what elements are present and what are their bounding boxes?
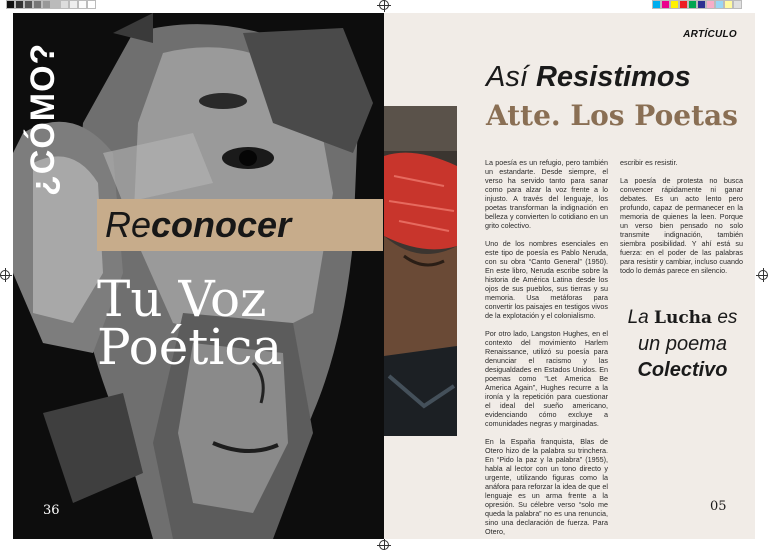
tag-word-prefix: Re bbox=[105, 204, 152, 245]
pull-quote bbox=[620, 305, 745, 383]
registration-mark-bottom bbox=[379, 540, 389, 550]
tag-word-suffix: conocer bbox=[151, 204, 292, 245]
quote-la: La bbox=[627, 307, 654, 328]
paragraph: Uno de los nombres esenciales en este tipo de poesía es Pablo Neruda, con su obra “Canto General” (1950). En este libro, Neruda escribe sobre la historia de América Latina desde los ojos de sus pueblos, sus tierras y su memoria. Usa metáforas para convertir los paisajes en testigos vivos de la explotación y el colonialismo. bbox=[485, 239, 608, 320]
main-title bbox=[97, 270, 283, 376]
tag-word bbox=[105, 204, 292, 245]
headline-part1: Así bbox=[486, 61, 536, 93]
paragraph: La poesía de protesta no busca convencer rápidamente ni ganar debates. Es un acto lento pero profundo, capaz de permanecer en la memoria de quienes la leen. Porque un verso bien pensado no solo transmite indignación, también siembra posibilidad. Y ahí está su fuerza: en el poder de las palabras para resistir y cambiar, incluso cuando todo lo demás parece en silencio. bbox=[620, 176, 743, 275]
vertical-heading: ¿CÓMO? bbox=[24, 42, 62, 196]
headline-part2: Resistimos bbox=[535, 61, 691, 93]
left-page bbox=[13, 13, 384, 539]
protester-photo bbox=[384, 106, 457, 436]
body-column-2 bbox=[620, 158, 743, 284]
article-subheadline: Atte. Los Poetas bbox=[486, 99, 738, 132]
body-column-1 bbox=[485, 158, 608, 539]
article-headline bbox=[486, 61, 691, 94]
main-title-line1: Tu Voz bbox=[97, 270, 267, 328]
registration-mark-left bbox=[0, 270, 10, 280]
registration-mark-top bbox=[379, 0, 389, 10]
paragraph: Por otro lado, Langston Hughes, en el contexto del movimiento Harlem Renaissance, utilizó su poesía para denunciar el racismo y las desigualdades en Estados Unidos. En poemas como “Let America Be America Again”, Hughes recurre a la ironía y la repetición para cuestionar el ideal del sueño americano, evidenciando cómo excluye a comunidades negras y marginadas. bbox=[485, 329, 608, 428]
main-title-line2: Poética bbox=[97, 318, 283, 376]
paragraph: En la España franquista, Blas de Otero hizo de la palabra su trinchera. En “Pido la paz y la palabra” (1955), habla al lector con un tono directo y urgente, utilizando figuras como la anáfora para reforzar la idea de que el lenguaje es un arma frente a la opresión. Su célebre verso “solo me queda la palabra” no es una renuncia, sino una declaración de fuerza. Para Otero, bbox=[485, 437, 608, 536]
page-number-left: 36 bbox=[43, 503, 60, 518]
pull-quote-line1 bbox=[620, 305, 745, 331]
grayscale-calibration-bar bbox=[6, 0, 96, 9]
paragraph: escribir es resistir. bbox=[620, 158, 678, 167]
page-number-right: 05 bbox=[710, 499, 727, 514]
quote-lucha: Lucha bbox=[654, 308, 713, 328]
registration-mark-right bbox=[758, 270, 768, 280]
pull-quote-line2: un poema bbox=[638, 333, 727, 355]
pull-quote-line3: Colectivo bbox=[637, 359, 728, 381]
quote-es: es bbox=[712, 307, 738, 328]
color-calibration-bar bbox=[652, 0, 742, 9]
paragraph: La poesía es un refugio, pero también un estandarte. Desde siempre, el verso ha servido tanto para sanar como para alzar la voz frente a lo injusto. A través del lenguaje, los poetas transforman la indignación en belleza y convierten lo cotidiano en un grito colectivo. bbox=[485, 158, 608, 230]
right-page bbox=[384, 13, 755, 539]
section-label: ARTÍCULO bbox=[683, 29, 737, 40]
